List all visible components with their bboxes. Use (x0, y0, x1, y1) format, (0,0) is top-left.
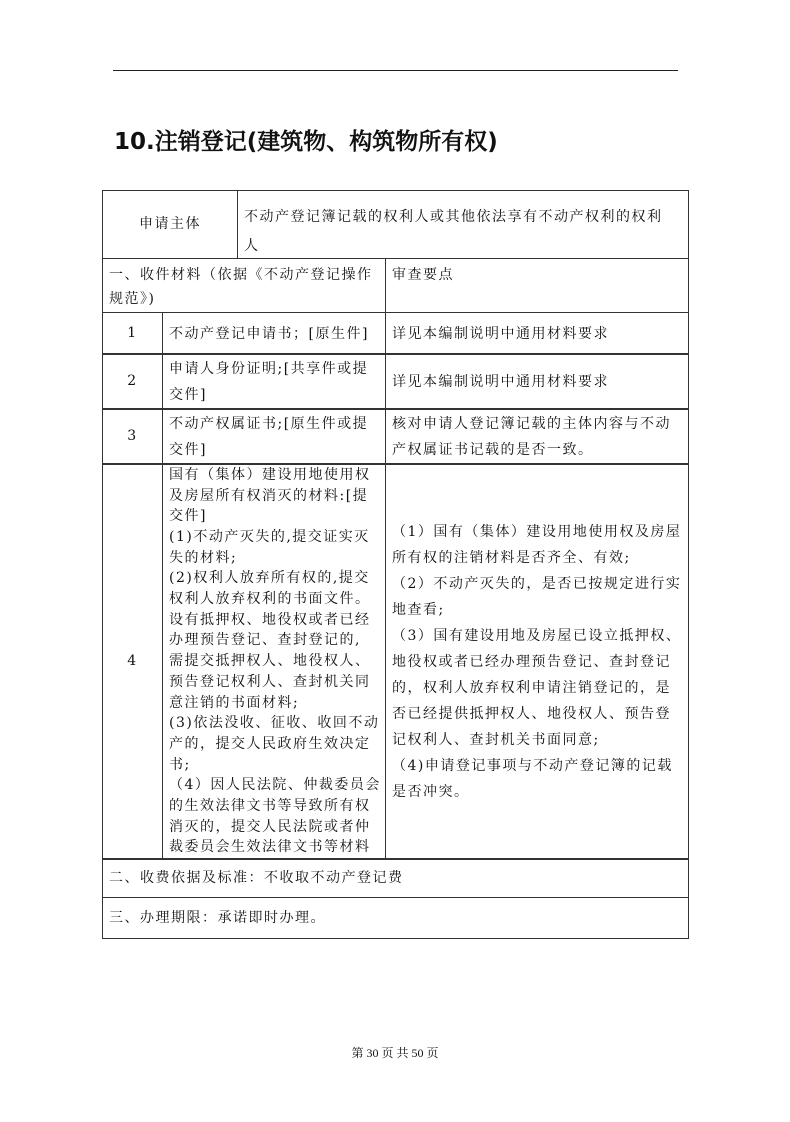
text-line: 书; (169, 756, 191, 773)
applicant-label: 申请主体 (102, 190, 238, 259)
text-line: 记权利人、查封机关书面同意; (392, 731, 600, 748)
text-line: 设有抵押权、地役权或者已经 (169, 611, 371, 628)
text-line: 规范》) (109, 291, 156, 307)
text-line: （2）不动产灭失的，是否已按规定进行实 (392, 575, 682, 592)
text-line: 失的材料; (169, 549, 238, 566)
text-line: 地役权或者已经办理预告登记、查封登记 (392, 653, 671, 670)
text-line: (3)依法没收、征收、收回不动 (169, 715, 380, 732)
text-line: 裁委员会生效法律文书等材料 (169, 839, 371, 856)
material-cell (162, 312, 386, 355)
text-line: 地查看; (392, 601, 445, 618)
text-line: 所有权的注销材料是否齐全、有效; (392, 549, 631, 566)
text-line: 国有（集体）建设用地使用权 (169, 466, 371, 483)
row-number: 4 (102, 463, 163, 860)
text-line: 否已经提供抵押权人、地役权人、预告登 (392, 705, 671, 722)
page-footer: 第 30 页 共 50 页 (351, 1046, 439, 1060)
text-line: 不动产登记申请书；[原生件] (169, 325, 369, 342)
material-cell (162, 408, 386, 465)
processing-deadline: 三、办理期限：承诺即时办理。 (102, 897, 689, 939)
text-line: 详见本编制说明中通用材料要求 (392, 373, 609, 390)
text-line: 人 (244, 238, 260, 254)
text-line: （3）国有建设用地及房屋已设立抵押权、 (392, 627, 682, 644)
material-cell (162, 353, 386, 410)
text-line: 预告登记权利人、查封机关同 (169, 673, 371, 690)
text-line: 不动产权属证书;[原生件或提 (169, 415, 369, 432)
review-cell (385, 463, 689, 860)
text-line: 一、收件材料（依据《不动产登记操作 (109, 267, 373, 283)
header-rule (113, 70, 678, 71)
text-line: 权利人放弃权利的书面文件。 (169, 591, 371, 608)
text-line: 交件] (169, 386, 207, 403)
text-line: （4）因人民法院、仲裁委员会 (169, 777, 381, 794)
review-cell (385, 353, 689, 410)
review-cell (385, 312, 689, 355)
text-line: 消灭的，提交人民法院或者仲 (169, 818, 371, 835)
materials-heading (102, 258, 386, 313)
text-line: 的生效法律文书等导致所有权 (169, 798, 371, 815)
row-number: 3 (102, 408, 163, 465)
text-line: （1）国有（集体）建设用地使用权及房屋 (392, 523, 682, 540)
section-title: 10.注销登记(建筑物、构筑物所有权) (114, 129, 498, 155)
text-line: 核对申请人登记簿记载的主体内容与不动 (392, 415, 671, 432)
text-line: 及房屋所有权消灭的材料:[提 (169, 487, 369, 504)
text-line: 产的，提交人民政府生效决定 (169, 735, 371, 752)
text-line: 不动产登记簿记载的权利人或其他依法享有不动产权利的权利 (244, 209, 663, 225)
text-line: 办理预告登记、查封登记的, (169, 632, 361, 649)
text-line: (1)不动产灭失的,提交证实灭 (169, 528, 370, 545)
fee-info: 二、收费依据及标准：不收取不动产登记费 (102, 858, 689, 898)
text-line: 意注销的书面材料; (169, 694, 300, 711)
text-line: 申请人身份证明;[共享件或提 (169, 360, 369, 377)
text-line: 交件] (169, 508, 207, 525)
text-line: 的，权利人放弃权利申请注销登记的，是 (392, 679, 671, 696)
text-line: 产权属证书记载的是否一致。 (392, 441, 594, 458)
text-line: (2)权利人放弃所有权的,提交 (169, 570, 370, 587)
row-number: 1 (102, 312, 163, 355)
applicant-value (237, 190, 689, 259)
text-line: 交件] (169, 441, 207, 458)
text-line: 详见本编制说明中通用材料要求 (392, 325, 609, 342)
text-line: 需提交抵押权人、地役权人、 (169, 653, 371, 670)
row-number: 2 (102, 353, 163, 410)
text-line: （4)申请登记事项与不动产登记簿的记载 (392, 757, 673, 774)
text-line: 是否冲突。 (392, 783, 470, 800)
material-cell (162, 463, 386, 860)
review-cell (385, 408, 689, 465)
review-heading: 审查要点 (385, 258, 689, 313)
